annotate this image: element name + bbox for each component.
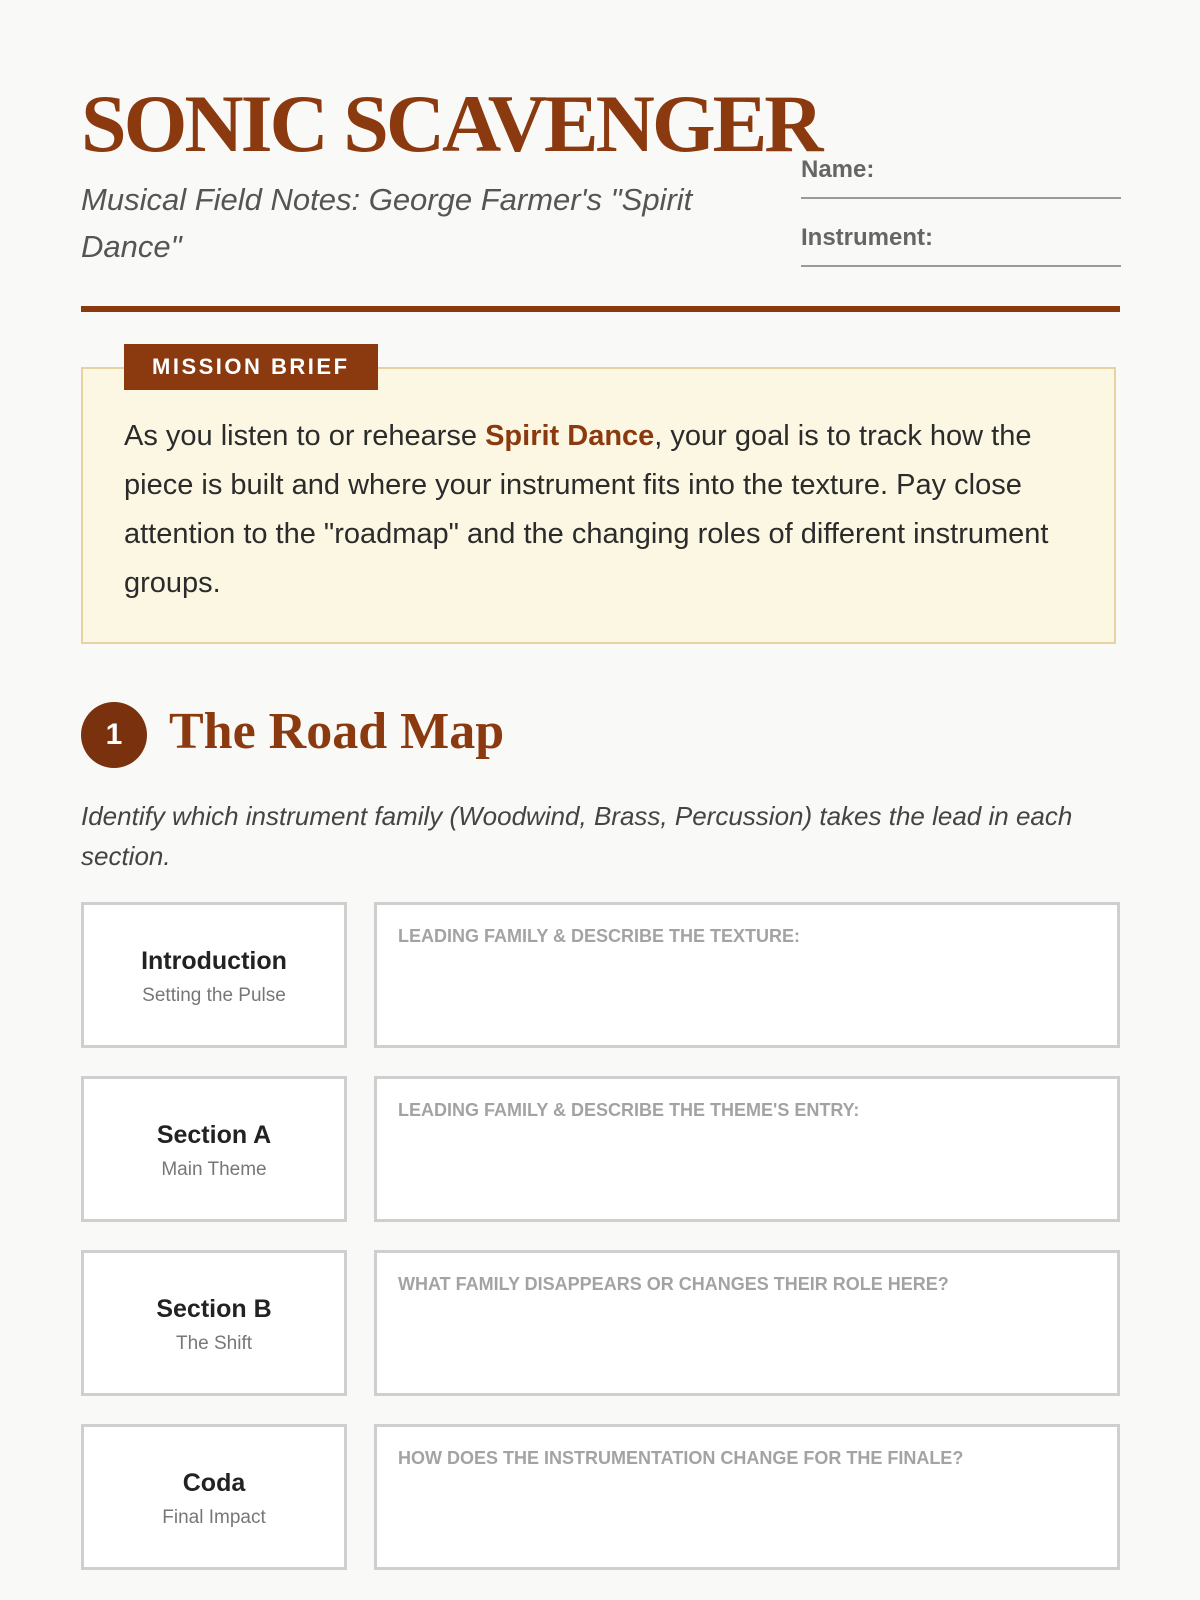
roadmap-row-introduction [81,902,1120,1048]
instrument-field[interactable] [801,218,1121,267]
section-name: Introduction [141,947,287,975]
answer-prompt: HOW DOES THE INSTRUMENTATION CHANGE FOR THE FINALE? [398,1448,964,1468]
worksheet-page [81,0,1120,1528]
section-instructions: Identify which instrument family (Woodwind, Brass, Percussion) takes the lead in each section. [81,801,1073,871]
section-label-card [81,1076,347,1222]
roadmap-row-section-b [81,1250,1120,1396]
answer-box[interactable] [374,1076,1120,1222]
section-number-badge: 1 [81,702,147,768]
answer-box[interactable] [374,1424,1120,1570]
section-label-card [81,1250,347,1396]
answer-prompt: LEADING FAMILY & DESCRIBE THE TEXTURE: [398,926,801,946]
name-label: Name: [801,156,875,183]
section-subtitle: Setting the Pulse [142,985,286,1006]
section-subtitle: The Shift [175,1333,253,1354]
header-divider [81,306,1120,312]
answer-prompt: LEADING FAMILY & DESCRIBE THE THEME'S ENTRY: [398,1100,860,1120]
section-name: Coda [182,1469,246,1497]
worksheet-subtitle: Musical Field Notes: George Farmer's "Spirit Dance" [81,182,693,264]
answer-prompt: WHAT FAMILY DISAPPEARS OR CHANGES THEIR ROLE HERE? [398,1274,949,1294]
mission-text-before: As you listen to or rehearse [124,420,486,452]
section-subtitle: Final Impact [162,1507,266,1528]
mission-brief-tag: MISSION BRIEF [124,344,378,390]
section-subtitle: Main Theme [161,1159,267,1180]
section-1-header [81,702,1120,768]
instrument-label: Instrument: [801,224,933,251]
worksheet-header [81,0,1120,314]
student-fields [801,150,1121,286]
name-field[interactable] [801,150,1121,199]
worksheet-title: SONIC SCAVENGER [81,78,821,169]
mission-text-after: , your goal is to track how the piece is built and where your instrument fits into the texture. Pay close attention to the "roadmap" and the changing roles of different instrument groups. [124,420,1049,599]
answer-box[interactable] [374,902,1120,1048]
section-name: Section B [156,1295,272,1323]
section-title: The Road Map [169,703,505,760]
roadmap-row-coda [81,1424,1120,1570]
section-label-card [81,902,347,1048]
section-label-card [81,1424,347,1570]
mission-brief-text [124,412,1074,608]
answer-box[interactable] [374,1250,1120,1396]
roadmap-table [81,902,1120,1598]
section-name: Section A [156,1121,272,1149]
roadmap-row-section-a [81,1076,1120,1222]
mission-piece-title: Spirit Dance [485,420,655,452]
